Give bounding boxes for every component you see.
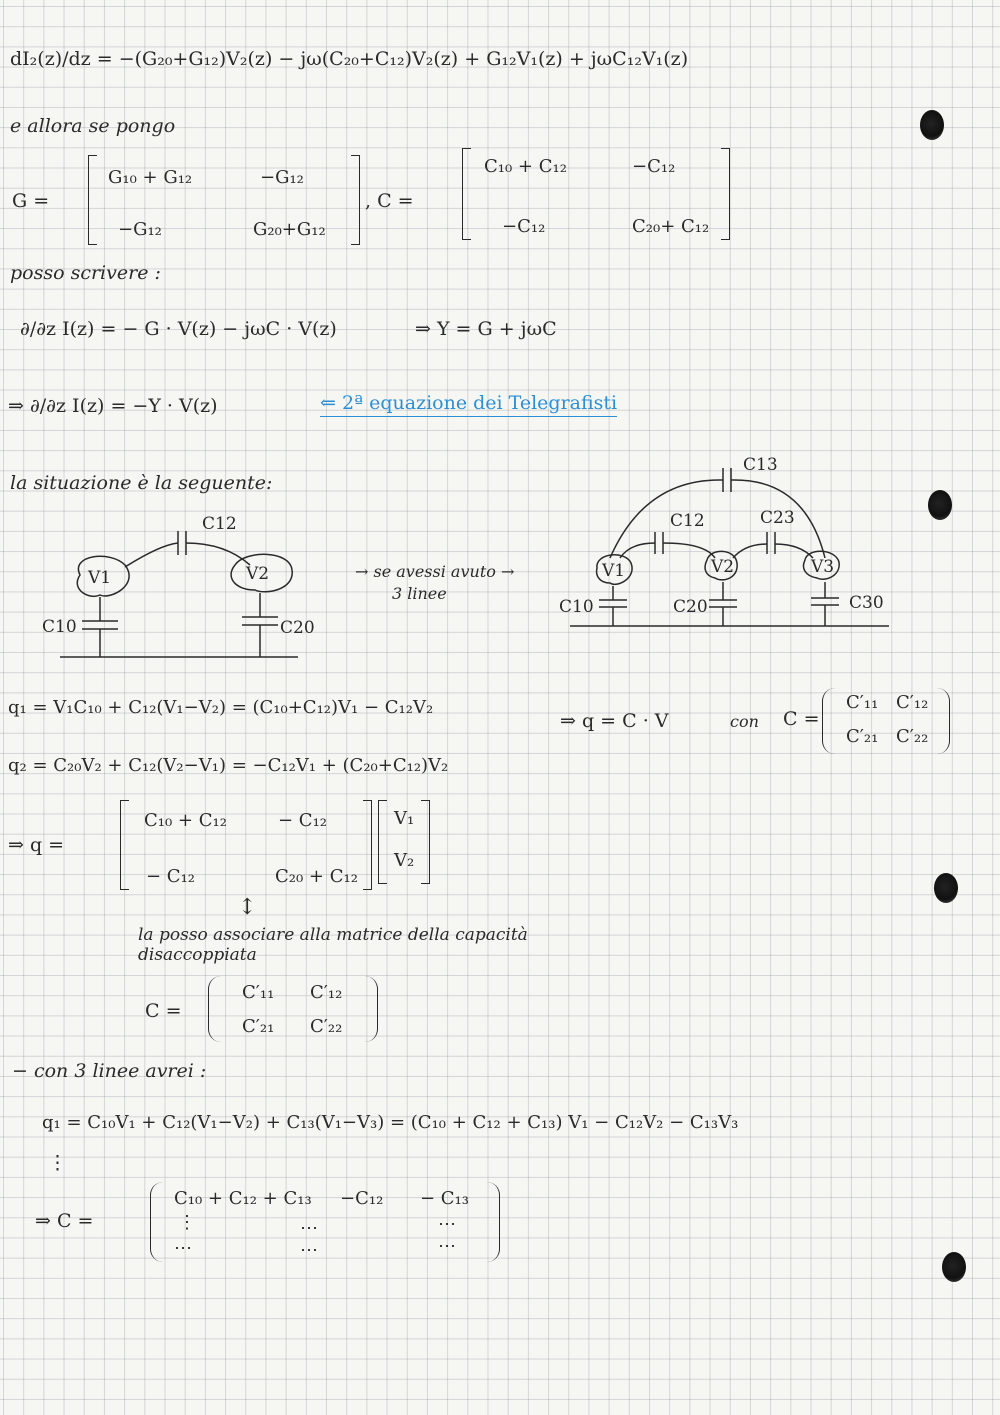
equation-dI2dz: dI₂(z)/dz = −(G₂₀+G₁₂)V₂(z) − jω(C₂₀+C₁₂)V₂(z) + G₁₂V₁(z) + jωC₁₂V₁(z) — [10, 48, 689, 70]
C3-label: ⇒ C = — [35, 1210, 94, 1232]
G-matrix — [88, 155, 360, 245]
q-matrix-cell-11: C₁₀ + C₁₂ — [144, 810, 227, 831]
Cprime-matrix — [822, 688, 950, 754]
C3-cell-22: ⋯ — [300, 1218, 318, 1239]
C-label: , C = — [365, 190, 414, 212]
C-cell-22: C₂₀+ C₁₂ — [632, 216, 710, 237]
diag3-C20-label: C20 — [673, 597, 708, 617]
v-vector — [378, 800, 430, 884]
diag3-C30-label: C30 — [849, 593, 884, 613]
text-disaccoppiata: disaccoppiata — [138, 945, 257, 965]
equation-dIdz: ∂/∂z I(z) = − G · V(z) − jωC · V(z) — [20, 318, 337, 340]
C3-cell-33: ⋯ — [438, 1236, 456, 1257]
Cprime-label: C = — [783, 708, 820, 730]
diag3-V3-label: V3 — [811, 557, 835, 577]
equation-q-CV: ⇒ q = C · V — [560, 710, 669, 732]
diag2-C12-label: C12 — [202, 514, 237, 534]
text-posso-scrivere: posso scrivere : — [10, 262, 161, 284]
updown-arrow-icon: ↕ — [238, 895, 257, 920]
text-situazione: la situazione è la seguente: — [10, 472, 273, 494]
binder-hole — [920, 110, 944, 140]
diag2-C20-label: C20 — [280, 618, 315, 638]
q-capacitance-matrix — [120, 800, 372, 890]
Cprime2-cell-22: C′₂₂ — [310, 1016, 343, 1037]
G-label: G = — [12, 190, 50, 212]
v-vector-1: V₁ — [394, 808, 415, 829]
diag3-V1-label: V1 — [602, 561, 626, 581]
diag2-V2-label: V2 — [246, 564, 270, 584]
binder-hole — [934, 873, 958, 903]
Cprime2-cell-11: C′₁₁ — [242, 982, 275, 1003]
Cprime-cell-11: C′₁₁ — [846, 692, 879, 713]
C-matrix — [462, 148, 730, 240]
diag3-C10-label: C10 — [559, 597, 594, 617]
G-cell-12: −G₁₂ — [260, 167, 304, 188]
equation-q1: q₁ = V₁C₁₀ + C₁₂(V₁−V₂) = (C₁₀+C₁₂)V₁ − C₁₂V₂ — [8, 697, 434, 718]
text-con: con — [730, 712, 759, 731]
two-line-diagram — [30, 505, 320, 665]
G-cell-11: G₁₀ + G₁₂ — [108, 167, 193, 188]
C3-cell-31: ⋯ — [174, 1238, 192, 1259]
C-cell-11: C₁₀ + C₁₂ — [484, 156, 567, 177]
C3-cell-23: ⋯ — [438, 1214, 456, 1235]
telegraph-note-text: ⇐ 2ª equazione dei Telegrafisti — [320, 392, 617, 417]
Cprime2-cell-21: C′₂₁ — [242, 1016, 275, 1037]
C3-cell-13: − C₁₃ — [420, 1188, 470, 1209]
G-cell-21: −G₁₂ — [118, 219, 162, 240]
text-3-linee: 3 linee — [392, 584, 447, 603]
Cprime2-matrix — [208, 976, 378, 1042]
diag3-C13-label: C13 — [743, 455, 778, 475]
three-line-diagram — [555, 448, 895, 638]
C3-cell-11: C₁₀ + C₁₂ + C₁₃ — [174, 1188, 312, 1209]
binder-hole — [942, 1252, 966, 1282]
Cprime-cell-21: C′₂₁ — [846, 726, 879, 747]
q-matrix-cell-22: C₂₀ + C₁₂ — [275, 866, 358, 887]
q-matrix-cell-21: − C₁₂ — [146, 866, 196, 887]
vdots-symbol: ⋮ — [48, 1152, 67, 1174]
equation-q1-three: q₁ = C₁₀V₁ + C₁₂(V₁−V₂) + C₁₃(V₁−V₃) = (C₁₀ + C₁₂ + C₁₃) V₁ − C₁₂V₂ − C₁₃V₃ — [42, 1112, 739, 1133]
diag3-C12-label: C12 — [670, 511, 705, 531]
diag3-C23-label: C23 — [760, 508, 795, 528]
C3-matrix — [150, 1182, 500, 1262]
diag3-V2-label: V2 — [711, 557, 735, 577]
Cprime-cell-22: C′₂₂ — [896, 726, 929, 747]
Cprime2-cell-12: C′₁₂ — [310, 982, 343, 1003]
text-con-3-linee: − con 3 linee avrei : — [12, 1060, 207, 1082]
text-intro-allora: e allora se pongo — [10, 115, 176, 137]
telegraph-note — [320, 392, 617, 414]
C3-cell-12: −C₁₂ — [340, 1188, 384, 1209]
Cprime-cell-12: C′₁₂ — [896, 692, 929, 713]
equation-Y: ⇒ Y = G + jωC — [415, 318, 557, 340]
diag2-C10-label: C10 — [42, 617, 77, 637]
Cprime2-label: C = — [145, 1000, 182, 1022]
q-matrix-cell-12: − C₁₂ — [278, 810, 328, 831]
diag2-V1-label: V1 — [88, 568, 112, 588]
binder-hole — [928, 490, 952, 520]
equation-telegraph: ⇒ ∂/∂z I(z) = −Y · V(z) — [8, 395, 218, 417]
G-cell-22: G₂₀+G₁₂ — [253, 219, 326, 240]
q-matrix-label: ⇒ q = — [8, 834, 65, 856]
C-cell-21: −C₁₂ — [502, 216, 546, 237]
text-associare: la posso associare alla matrice della capacità — [138, 925, 528, 945]
C3-cell-21: ⋮ — [178, 1212, 196, 1233]
v-vector-2: V₂ — [394, 850, 415, 871]
C3-cell-32: ⋯ — [300, 1240, 318, 1261]
C-cell-12: −C₁₂ — [632, 156, 676, 177]
equation-q2: q₂ = C₂₀V₂ + C₁₂(V₂−V₁) = −C₁₂V₁ + (C₂₀+C₁₂)V₂ — [8, 755, 449, 776]
text-se-avessi: → se avessi avuto → — [355, 562, 515, 581]
